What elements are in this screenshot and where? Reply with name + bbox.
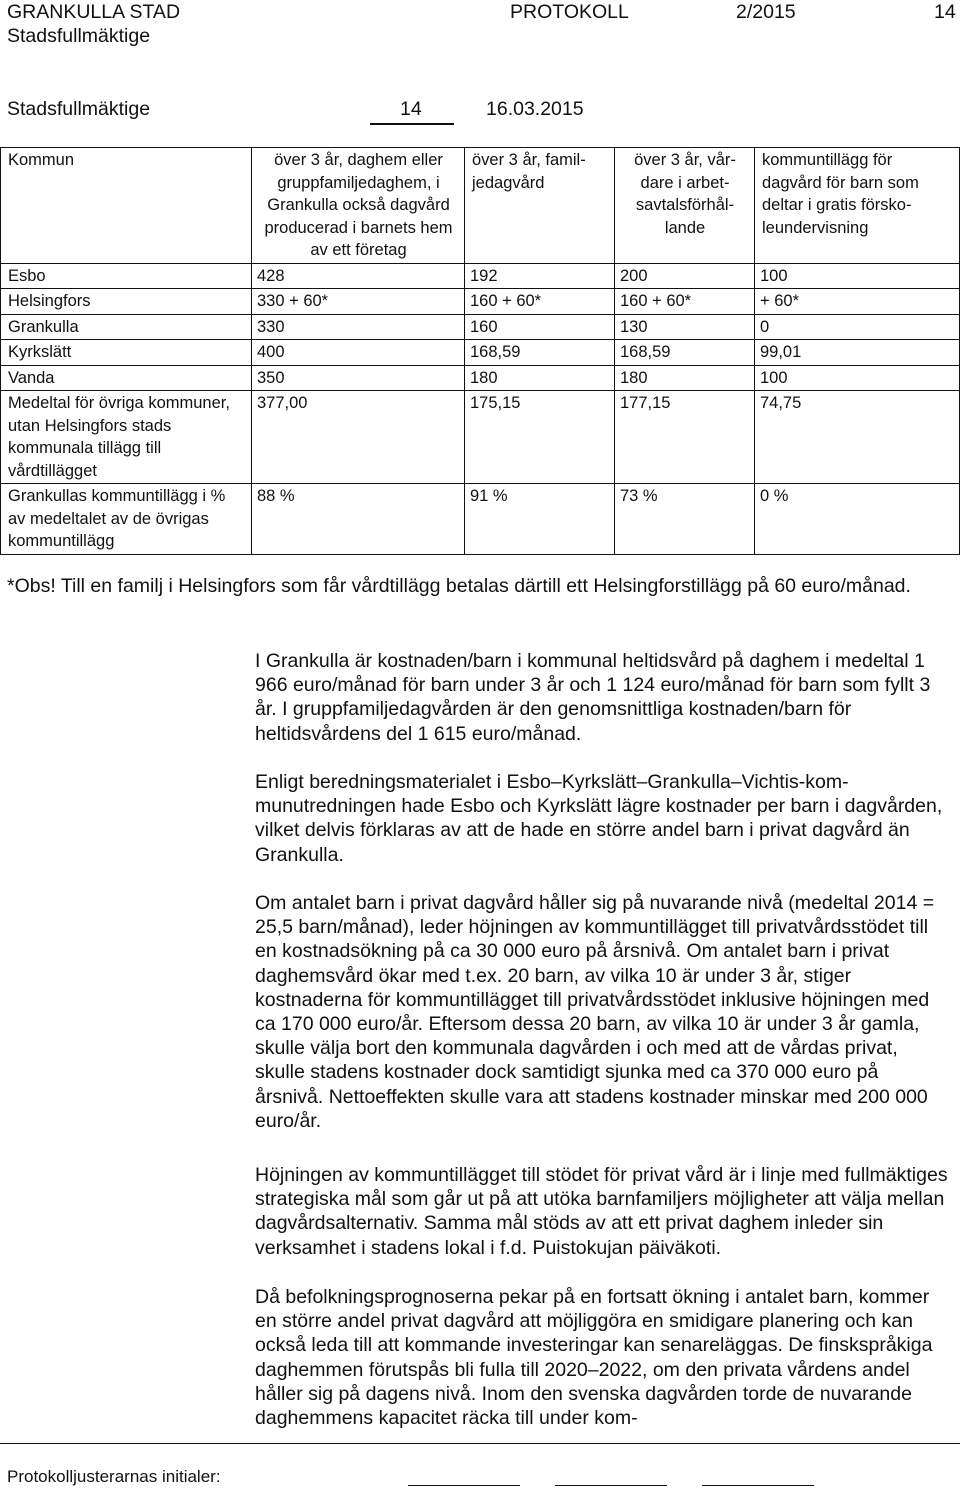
footer-divider [0,1443,960,1444]
table-cell: + 60* [755,289,960,315]
table-cell: 330 + 60* [252,289,465,315]
table-header-cell: Kommun [1,148,252,264]
table-cell: 180 [465,365,615,391]
table-cell: 428 [252,263,465,289]
header-organization: GRANKULLA STAD [7,1,181,23]
table-header-cell: över 3 år, familjedagvård [465,148,615,264]
table-cell: 377,00 [252,391,465,484]
table-cell: 200 [615,263,755,289]
table-cell-municipality: Medeltal för övriga kommuner, utan Helsingfors stads kommunala tillägg till vårdtillägget [1,391,252,484]
table-row [1,314,960,340]
table-cell: 160 + 60* [615,289,755,315]
body-paragraph: I Grankulla är kostnaden/barn i kommunal heltidsvård på daghem i medeltal 1 966 euro/månad för barn under 3 år och 1 124 euro/månad för barn som fyllt 3 år. I gruppfamiljedagvården är den genomsnittliga kostnaden/barn för heltidsvårdens del 1 615 euro/månad. [255,650,931,745]
header-page-number: 14 [934,1,956,23]
table-cell: 91 % [465,484,615,555]
table-header-cell: över 3 år, vårdare i arbetsavtalsförhållande [615,148,755,264]
table-cell: 74,75 [755,391,960,484]
table-cell-municipality: Esbo [1,263,252,289]
table-row [1,289,960,315]
table-header-row [1,148,960,264]
initials-line [555,1485,667,1486]
header-doc-number: 2/2015 [736,1,796,23]
table-cell-municipality: Helsingfors [1,289,252,315]
table-cell-municipality: Kyrkslätt [1,340,252,366]
meeting-underline [370,123,454,125]
table-cell: 99,01 [755,340,960,366]
table-cell-municipality: Vanda [1,365,252,391]
table-row [1,263,960,289]
table-cell: 88 % [252,484,465,555]
table-cell: 73 % [615,484,755,555]
meeting-body: Stadsfullmäktige [7,98,151,120]
table-cell: 168,59 [615,340,755,366]
table-row-average [1,391,960,484]
table-row [1,340,960,366]
table-cell: 130 [615,314,755,340]
table-cell: 100 [755,365,960,391]
header-body: Stadsfullmäktige [7,25,151,47]
table-row-percentage [1,484,960,555]
table-cell: 330 [252,314,465,340]
table-cell: 180 [615,365,755,391]
body-paragraph: Då befolkningsprognoserna pekar på en fortsatt ökning i antalet barn, kommer en större andel privat dagvård att möjliggöra en smidigare planering och kan också leda till att kommande investeringar kan senareläggas. De finskspråkiga daghemmen förutspås bli fulla till 2020–2022, om den privata vårdens andel håller sig på dagens nivå. Inom den svenska dagvården torde de nuvarande daghemmens kapacitet räcka till under kom- [255,1286,933,1430]
meeting-date: 16.03.2015 [486,98,584,120]
body-paragraph: Enligt beredningsmaterialet i Esbo–Kyrkslätt–Grankulla–Vichtis-kommunutredningen hade Esbo och Kyrkslätt lägre kostnader per barn i dagvården, vilket delvis förklaras av att de hade en större andel barn i privat dagvård än Grankulla. [255,771,943,866]
table-cell: 0 [755,314,960,340]
initials-label: Protokolljusterarnas initialer: [7,1467,221,1486]
table-cell: 400 [252,340,465,366]
table-footnote: *Obs! Till en familj i Helsingfors som får vårdtillägg betalas därtill ett Helsingforstillägg på 60 euro/månad. [7,575,911,597]
table-row [1,365,960,391]
initials-line [408,1485,520,1486]
table-cell: 350 [252,365,465,391]
table-cell: 177,15 [615,391,755,484]
municipal-supplement-table [0,147,960,555]
initials-line [702,1485,814,1486]
body-paragraph: Höjningen av kommuntillägget till stödet för privat vård är i linje med fullmäktiges strategiska mål som går ut på att utöka barnfamiljers möjligheter att välja mellan dagvårdsalternativ. Samma mål stöds av att ett privat daghem inleder sin verksamhet i stadens lokal i f.d. Puistokujan päiväkoti. [255,1164,948,1259]
table-cell: 192 [465,263,615,289]
table-cell: 160 [465,314,615,340]
meeting-section: 14 [400,98,422,120]
table-cell: 100 [755,263,960,289]
table-cell: 175,15 [465,391,615,484]
table-header-cell: över 3 år, daghem eller gruppfamiljedaghem, i Grankulla också dagvård producerad i barnets hem av ett företag [252,148,465,264]
header-doc-type: PROTOKOLL [510,1,629,23]
body-paragraph: Om antalet barn i privat dagvård håller sig på nuvarande nivå (medeltal 2014 = 25,5 barn/månad), leder höjningen av kommuntillägget till privatvårdsstödet till en kostnadsökning på ca 30 000 euro på årsnivå. Om antalet barn i privat daghemsvård ökar med t.ex. 20 barn, av vilka 10 är under 3 år, stiger kostnaderna för kommuntillägget till privatvårdsstödet inklusive höjningen med ca 170 000 euro/år. Eftersom dessa 20 barn, av vilka 10 är under 3 år gamla, skulle välja bort den kommunala dagvården i och med att de vårdas privat, skulle stadens kostnader dock samtidigt sjunka med ca 370 000 euro på årsnivå. Nettoeffekten skulle vara att stadens kostnader minskar med 200 000 euro/år. [255,892,935,1132]
table-cell: 160 + 60* [465,289,615,315]
table-header-cell: kommuntillägg för dagvård för barn som deltar i gratis förskoleundervisning [755,148,960,264]
table-cell: 168,59 [465,340,615,366]
table-cell: 0 % [755,484,960,555]
table-cell-municipality: Grankullas kommuntillägg i % av medeltalet av de övrigas kommuntillägg [1,484,252,555]
table-cell-municipality: Grankulla [1,314,252,340]
